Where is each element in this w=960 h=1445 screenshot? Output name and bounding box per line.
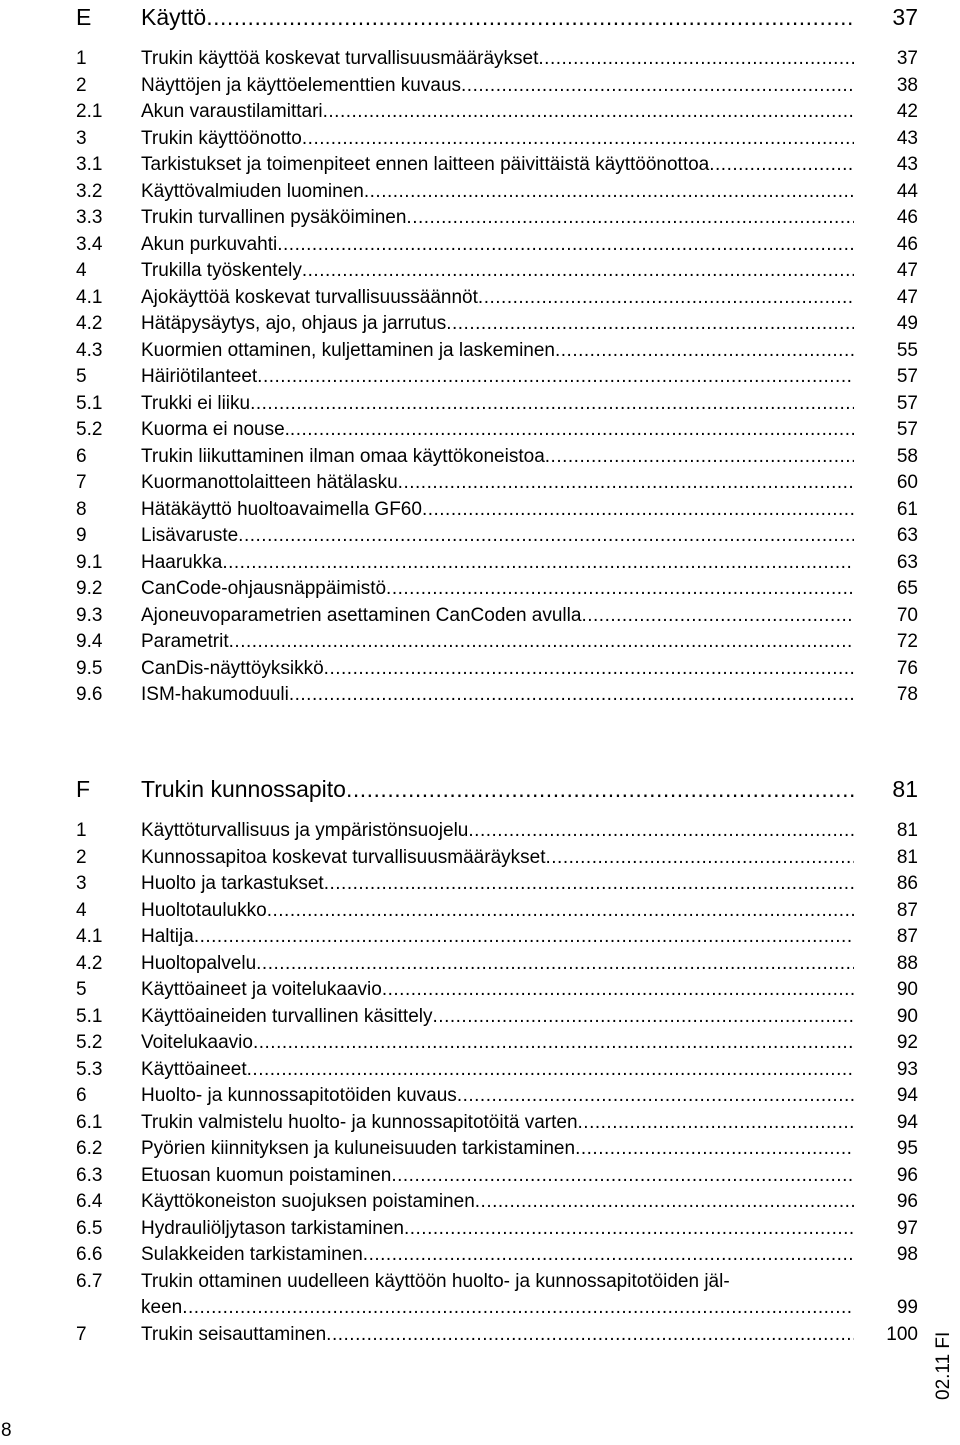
toc-entry[interactable] bbox=[76, 1163, 918, 1190]
toc-entry[interactable] bbox=[76, 818, 918, 845]
entry-page-number: 96 bbox=[896, 1164, 918, 1186]
entry-page-number: 61 bbox=[896, 498, 918, 520]
dot-leader bbox=[267, 898, 854, 925]
entry-page-number: 97 bbox=[896, 1217, 918, 1239]
entry-page-number: 65 bbox=[896, 578, 918, 599]
toc-entry-continuation[interactable] bbox=[76, 1295, 918, 1322]
entry-title-text: CanCode-ohjausnäppäimistö bbox=[141, 578, 387, 599]
entry-page-number: 38 bbox=[896, 74, 918, 96]
entry-title bbox=[141, 818, 918, 845]
dot-leader bbox=[302, 258, 854, 285]
dot-leader bbox=[277, 232, 854, 259]
entry-title-text: Hätäkäyttö huoltoavaimella GF60 bbox=[141, 498, 422, 520]
document-code-text: 02.11 FI bbox=[933, 1331, 954, 1400]
toc-entry[interactable] bbox=[76, 179, 918, 206]
entry-title bbox=[141, 1322, 918, 1349]
entry-page-number: 99 bbox=[896, 1297, 918, 1318]
entry-number: 9.2 bbox=[76, 578, 103, 599]
section-heading[interactable] bbox=[76, 772, 918, 806]
dot-leader bbox=[545, 444, 854, 471]
entry-title bbox=[141, 1189, 918, 1216]
entry-title bbox=[141, 1242, 918, 1269]
entry-number: 9.6 bbox=[76, 684, 103, 705]
dot-leader bbox=[478, 285, 854, 312]
dot-leader bbox=[253, 1030, 854, 1057]
entry-number: 2 bbox=[76, 74, 87, 96]
entry-title-text: Trukin käyttöä koskevat turvallisuusmääräykset bbox=[141, 48, 539, 69]
toc-entry[interactable] bbox=[76, 1030, 918, 1057]
entry-title-text: Trukin turvallinen pysäköiminen bbox=[141, 207, 407, 228]
entry-page-number: 90 bbox=[896, 1005, 918, 1027]
entry-page-number: 76 bbox=[896, 657, 918, 679]
toc-entry[interactable] bbox=[76, 1269, 918, 1296]
dot-leader bbox=[290, 417, 854, 444]
toc-entry[interactable] bbox=[76, 258, 918, 285]
entry-title bbox=[141, 444, 918, 471]
toc-entry[interactable] bbox=[76, 924, 918, 951]
entry-number: 9.4 bbox=[76, 631, 103, 652]
entry-title bbox=[141, 845, 918, 872]
entry-number: 4 bbox=[76, 260, 87, 281]
toc-entry[interactable] bbox=[76, 550, 918, 577]
entry-title-text: keen bbox=[141, 1297, 183, 1318]
entry-title-text: Kuorma ei nouse. bbox=[141, 419, 290, 440]
entry-title-text: Käyttöaineet ja voitelukaavio bbox=[141, 979, 382, 1000]
entry-page-number: 87 bbox=[896, 926, 918, 947]
entry-title bbox=[141, 205, 918, 232]
entry-title bbox=[141, 1030, 918, 1057]
entry-title bbox=[141, 924, 918, 951]
entry-title-text: Voitelukaavio bbox=[141, 1032, 253, 1053]
entry-title bbox=[141, 470, 918, 497]
entry-title bbox=[141, 232, 918, 259]
entry-title-text: Huolto ja tarkastukset bbox=[141, 873, 324, 894]
entry-number: 3.2 bbox=[76, 180, 103, 202]
entry-title bbox=[141, 391, 918, 418]
entry-page-number: 46 bbox=[896, 233, 918, 255]
entry-page-number: 72 bbox=[896, 631, 918, 652]
toc-section-f bbox=[76, 772, 918, 1348]
entry-title bbox=[141, 871, 918, 898]
dot-leader bbox=[222, 550, 854, 577]
entry-page-number: 37 bbox=[896, 48, 918, 69]
toc-entry[interactable] bbox=[76, 1242, 918, 1269]
entry-number: 6.5 bbox=[76, 1217, 103, 1239]
entry-title bbox=[141, 629, 918, 656]
toc-section-e bbox=[76, 0, 918, 709]
entry-page-number: 47 bbox=[896, 286, 918, 308]
entry-title bbox=[141, 1216, 918, 1243]
dot-leader bbox=[422, 497, 854, 524]
dot-leader bbox=[206, 0, 854, 34]
toc-entry[interactable] bbox=[76, 73, 918, 100]
entry-page-number: 58 bbox=[896, 445, 918, 467]
dot-leader bbox=[581, 603, 854, 630]
entry-number: 2.1 bbox=[76, 101, 103, 122]
entry-title bbox=[141, 285, 918, 312]
entry-number: E bbox=[76, 4, 92, 30]
entry-page-number: 92 bbox=[896, 1032, 918, 1053]
entry-title bbox=[141, 576, 918, 603]
entry-number: 8 bbox=[76, 498, 87, 520]
entry-number: 9 bbox=[76, 525, 87, 546]
entry-page-number: 57 bbox=[896, 392, 918, 414]
dot-leader bbox=[709, 152, 854, 179]
entry-title-text: Hydrauliöljytason tarkistaminen bbox=[141, 1217, 404, 1239]
toc-entry[interactable] bbox=[76, 603, 918, 630]
entry-title bbox=[141, 258, 918, 285]
entry-page-number: 81 bbox=[896, 846, 918, 868]
entry-page-number: 96 bbox=[896, 1191, 918, 1212]
entry-page-number: 87 bbox=[896, 899, 918, 921]
toc-entry[interactable] bbox=[76, 46, 918, 73]
entry-page-number: 44 bbox=[896, 180, 918, 202]
entry-page-number: 57 bbox=[896, 419, 918, 440]
entry-number: 9.5 bbox=[76, 657, 103, 679]
entry-number: 5.1 bbox=[76, 1005, 103, 1027]
section-heading[interactable] bbox=[76, 0, 918, 34]
entry-title-text: Trukki ei liiku bbox=[141, 392, 251, 414]
entry-title-text: Haltija bbox=[141, 926, 194, 947]
entry-title-text: Käyttöaineet bbox=[141, 1058, 247, 1080]
toc-entry[interactable] bbox=[76, 629, 918, 656]
dot-leader bbox=[323, 99, 854, 126]
dot-leader bbox=[324, 871, 854, 898]
entry-page-number: 88 bbox=[896, 952, 918, 974]
dot-leader bbox=[555, 338, 854, 365]
entry-title-text: Huoltopalvelu bbox=[141, 952, 257, 974]
entry-title-text: Kuormanottolaitteen hätälasku bbox=[141, 472, 398, 493]
dot-leader bbox=[386, 576, 854, 603]
entry-title-text: Haarukka bbox=[141, 551, 223, 573]
dot-leader bbox=[398, 470, 854, 497]
entry-title bbox=[141, 1083, 918, 1110]
dot-leader bbox=[363, 1242, 854, 1269]
entry-title bbox=[141, 682, 918, 709]
dot-leader bbox=[229, 629, 854, 656]
dot-leader bbox=[391, 1163, 854, 1190]
entry-page-number: 81 bbox=[892, 776, 918, 802]
toc-entry[interactable] bbox=[76, 285, 918, 312]
dot-leader bbox=[194, 924, 854, 951]
dot-leader bbox=[406, 205, 854, 232]
entry-title bbox=[141, 99, 918, 126]
entry-title-text: Pyörien kiinnityksen ja kuluneisuuden tarkistaminen bbox=[141, 1138, 576, 1159]
entry-number: 4.2 bbox=[76, 313, 103, 334]
entry-page-number: 63 bbox=[896, 551, 918, 573]
dot-leader bbox=[433, 1004, 854, 1031]
toc-entry[interactable] bbox=[76, 1057, 918, 1084]
entry-page-number: 78 bbox=[896, 684, 918, 705]
entry-title-text: Käyttöturvallisuus ja ympäristönsuojelu bbox=[141, 820, 469, 841]
entry-number: 4.3 bbox=[76, 339, 103, 361]
entry-title-text: Ajokäyttöä koskevat turvallisuussäännöt bbox=[141, 286, 478, 308]
entry-title-text: Käyttö bbox=[141, 4, 207, 30]
entry-number: 4 bbox=[76, 899, 87, 921]
entry-number: 6.7 bbox=[76, 1270, 103, 1292]
entry-title-text: Akun varaustilamittari bbox=[141, 101, 323, 122]
entry-title-text: Käyttökoneiston suojuksen poistaminen bbox=[141, 1191, 475, 1212]
entry-page-number: 63 bbox=[896, 525, 918, 546]
entry-title-text: ISM-hakumoduuli bbox=[141, 684, 289, 705]
toc-entry[interactable] bbox=[76, 1322, 918, 1349]
entry-title bbox=[141, 46, 918, 73]
entry-page-number: 43 bbox=[896, 127, 918, 149]
entry-title-text: Kunnossapitoa koskevat turvallisuusmääräykset bbox=[141, 846, 546, 868]
dot-leader bbox=[475, 1189, 854, 1216]
entry-title-text: Hätäpysäytys, ajo, ohjaus ja jarrutus bbox=[141, 313, 447, 334]
entry-number: 9.1 bbox=[76, 551, 103, 573]
toc-entry[interactable] bbox=[76, 311, 918, 338]
dot-leader bbox=[238, 523, 854, 550]
dot-leader bbox=[302, 126, 854, 153]
entry-title bbox=[141, 1269, 918, 1296]
toc-entry[interactable] bbox=[76, 152, 918, 179]
entry-number: 2 bbox=[76, 846, 87, 868]
entry-title-text: Tarkistukset ja toimenpiteet ennen laitteen päivittäistä käyttöönottoa bbox=[141, 154, 710, 175]
entry-title bbox=[141, 550, 918, 577]
entry-title bbox=[141, 523, 918, 550]
entry-page-number: 95 bbox=[896, 1138, 918, 1159]
entry-page-number: 49 bbox=[896, 313, 918, 334]
entry-number: 5 bbox=[76, 366, 87, 387]
entry-page-number: 86 bbox=[896, 873, 918, 894]
entry-number: 4.2 bbox=[76, 952, 103, 974]
toc-entry[interactable] bbox=[76, 126, 918, 153]
entry-title-text: Trukin käyttöönotto bbox=[141, 127, 302, 149]
entry-number: 5.2 bbox=[76, 419, 103, 440]
entry-title bbox=[141, 338, 918, 365]
toc-entry[interactable] bbox=[76, 444, 918, 471]
entry-number: 6.3 bbox=[76, 1164, 103, 1186]
dot-leader bbox=[382, 977, 854, 1004]
entry-page-number: 90 bbox=[896, 979, 918, 1000]
entry-page-number: 94 bbox=[896, 1085, 918, 1106]
entry-number: 6 bbox=[76, 445, 87, 467]
toc-entry[interactable] bbox=[76, 470, 918, 497]
entry-number: 6.4 bbox=[76, 1191, 103, 1212]
entry-title bbox=[141, 898, 918, 925]
toc-entry[interactable] bbox=[76, 656, 918, 683]
entry-title-text: Trukin seisauttaminen bbox=[141, 1323, 327, 1345]
entry-title-text: Trukin kunnossapito bbox=[141, 776, 346, 802]
entry-number: 3.1 bbox=[76, 154, 103, 175]
dot-leader bbox=[461, 73, 854, 100]
entry-title-text: Etuosan kuomun poistaminen bbox=[141, 1164, 392, 1186]
entry-title bbox=[141, 977, 918, 1004]
entry-page-number: 57 bbox=[896, 366, 918, 387]
dot-leader bbox=[257, 364, 854, 391]
entry-page-number: 37 bbox=[892, 4, 918, 30]
entry-title-text: Kuormien ottaminen, kuljettaminen ja laskeminen bbox=[141, 339, 555, 361]
entry-title-text: Huolto- ja kunnossapitotöiden kuvaus bbox=[141, 1085, 457, 1106]
entry-title-text: Sulakkeiden tarkistaminen bbox=[141, 1244, 363, 1265]
entry-title-text: Häiriötilanteet bbox=[141, 366, 258, 387]
toc-entry[interactable] bbox=[76, 951, 918, 978]
document-code bbox=[933, 1330, 960, 1400]
entry-number: 4.1 bbox=[76, 926, 103, 947]
entry-title bbox=[141, 772, 918, 806]
entry-title-text: Käyttövalmiuden luominen bbox=[141, 180, 364, 202]
dot-leader bbox=[457, 1083, 854, 1110]
entry-title-text: Parametrit bbox=[141, 631, 229, 652]
entry-number: 9.3 bbox=[76, 604, 103, 626]
entry-title bbox=[141, 1004, 918, 1031]
entry-number: 7 bbox=[76, 472, 87, 493]
dot-leader bbox=[182, 1295, 854, 1322]
entry-title bbox=[141, 1136, 918, 1163]
toc-entry[interactable] bbox=[76, 99, 918, 126]
entry-title-text: Lisävaruste bbox=[141, 525, 239, 546]
entry-title-text: Trukin valmistelu huolto- ja kunnossapitotöitä varten bbox=[141, 1111, 578, 1133]
entry-title bbox=[141, 1163, 918, 1190]
entry-title-text: Näyttöjen ja käyttöelementtien kuvaus bbox=[141, 74, 462, 96]
entry-title bbox=[141, 1295, 918, 1322]
toc-entry[interactable] bbox=[76, 977, 918, 1004]
entry-title-text: Akun purkuvahti bbox=[141, 233, 278, 255]
toc-entry[interactable] bbox=[76, 1189, 918, 1216]
entry-page-number: 93 bbox=[896, 1058, 918, 1080]
toc-entry[interactable] bbox=[76, 871, 918, 898]
entry-title bbox=[141, 951, 918, 978]
entry-number: 5.2 bbox=[76, 1032, 103, 1053]
entry-number: F bbox=[76, 776, 91, 802]
entry-number: 6.1 bbox=[76, 1111, 103, 1133]
page-number: 8 bbox=[1, 1420, 12, 1441]
entry-title bbox=[141, 656, 918, 683]
entry-title-text: Trukin ottaminen uudelleen käyttöön huolto- ja kunnossapitotöiden jäl- bbox=[141, 1270, 730, 1292]
dot-leader bbox=[326, 1322, 854, 1349]
entry-number: 5.3 bbox=[76, 1058, 103, 1080]
entry-title bbox=[141, 126, 918, 153]
entry-number: 5.1 bbox=[76, 392, 103, 414]
entry-number: 3 bbox=[76, 873, 87, 894]
entry-number: 1 bbox=[76, 820, 87, 841]
entry-title-text: Ajoneuvoparametrien asettaminen CanCoden avulla bbox=[141, 604, 582, 626]
entry-title-text: Trukin liikuttaminen ilman omaa käyttökoneistoa bbox=[141, 445, 545, 467]
toc-entry[interactable] bbox=[76, 417, 918, 444]
entry-page-number: 98 bbox=[896, 1244, 918, 1265]
toc-entry[interactable] bbox=[76, 497, 918, 524]
entry-page-number: 100 bbox=[886, 1323, 918, 1345]
entry-title bbox=[141, 152, 918, 179]
toc-entry[interactable] bbox=[76, 1004, 918, 1031]
entry-title bbox=[141, 1057, 918, 1084]
toc-entry[interactable] bbox=[76, 1216, 918, 1243]
entry-title bbox=[141, 417, 918, 444]
dot-leader bbox=[446, 311, 854, 338]
entry-page-number: 81 bbox=[896, 820, 918, 841]
entry-title bbox=[141, 179, 918, 206]
toc-entry[interactable] bbox=[76, 1083, 918, 1110]
entry-number: 6 bbox=[76, 1085, 87, 1106]
toc-entry[interactable] bbox=[76, 232, 918, 259]
toc-entry[interactable] bbox=[76, 205, 918, 232]
entry-title bbox=[141, 603, 918, 630]
dot-leader bbox=[256, 951, 854, 978]
entry-number: 3.3 bbox=[76, 207, 103, 228]
entry-page-number: 60 bbox=[896, 472, 918, 493]
entry-title bbox=[141, 311, 918, 338]
toc-entry[interactable] bbox=[76, 845, 918, 872]
entry-number: 4.1 bbox=[76, 286, 103, 308]
entry-title-text: Huoltotaulukko bbox=[141, 899, 267, 921]
toc-entry[interactable] bbox=[76, 1110, 918, 1137]
dot-leader bbox=[575, 1136, 854, 1163]
entry-title bbox=[141, 0, 918, 34]
entry-number: 7 bbox=[76, 1323, 87, 1345]
entry-page-number: 70 bbox=[896, 604, 918, 626]
entry-page-number: 46 bbox=[896, 207, 918, 228]
dot-leader bbox=[545, 845, 854, 872]
dot-leader bbox=[538, 46, 854, 73]
entry-number: 1 bbox=[76, 48, 87, 69]
toc-entry[interactable] bbox=[76, 364, 918, 391]
entry-page-number: 47 bbox=[896, 260, 918, 281]
entry-number: 3.4 bbox=[76, 233, 103, 255]
toc-entry[interactable] bbox=[76, 576, 918, 603]
entry-title-text: CanDis-näyttöyksikkö bbox=[141, 657, 324, 679]
entry-page-number: 55 bbox=[896, 339, 918, 361]
entry-title bbox=[141, 497, 918, 524]
dot-leader bbox=[247, 1057, 854, 1084]
dot-leader bbox=[364, 179, 854, 206]
dot-leader bbox=[250, 391, 854, 418]
toc-entry[interactable] bbox=[76, 682, 918, 709]
toc-entry[interactable] bbox=[76, 898, 918, 925]
entry-page-number: 94 bbox=[896, 1111, 918, 1133]
entry-page-number: 43 bbox=[896, 154, 918, 175]
entry-title bbox=[141, 1110, 918, 1137]
entry-title bbox=[141, 364, 918, 391]
dot-leader bbox=[578, 1110, 854, 1137]
dot-leader bbox=[346, 772, 854, 806]
entry-number: 5 bbox=[76, 979, 87, 1000]
dot-leader bbox=[289, 682, 854, 709]
toc-entry[interactable] bbox=[76, 1136, 918, 1163]
dot-leader bbox=[468, 818, 854, 845]
dot-leader bbox=[324, 656, 854, 683]
dot-leader bbox=[404, 1216, 854, 1243]
toc-entry[interactable] bbox=[76, 391, 918, 418]
entry-title-text: Käyttöaineiden turvallinen käsittely bbox=[141, 1005, 433, 1027]
toc-entry[interactable] bbox=[76, 338, 918, 365]
entry-title bbox=[141, 73, 918, 100]
entry-page-number: 42 bbox=[896, 101, 918, 122]
entry-title-text: Trukilla työskentely bbox=[141, 260, 302, 281]
entry-number: 6.2 bbox=[76, 1138, 103, 1159]
entry-number: 6.6 bbox=[76, 1244, 103, 1265]
toc-entry[interactable] bbox=[76, 523, 918, 550]
entry-number: 3 bbox=[76, 127, 87, 149]
